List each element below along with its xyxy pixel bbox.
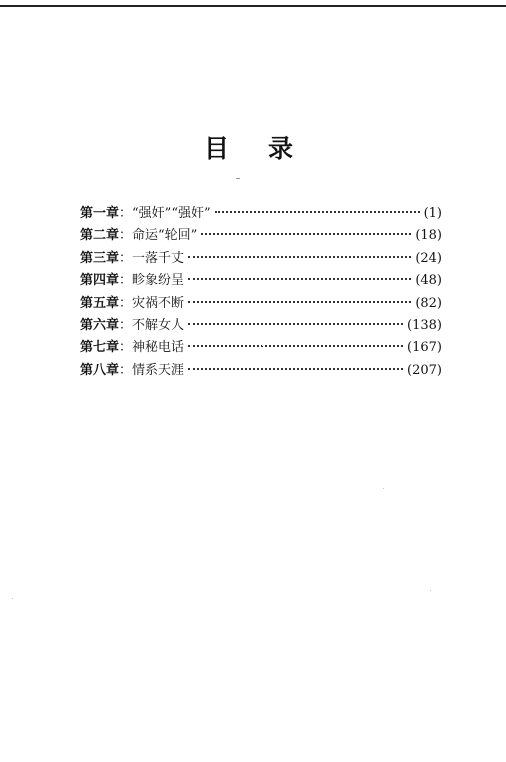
toc-leader-dots	[188, 256, 411, 258]
toc-chapter-number: 第三章	[80, 250, 120, 266]
toc-entry[interactable]	[80, 293, 442, 315]
toc-leader-dots	[188, 368, 403, 370]
scan-speck	[430, 590, 431, 591]
toc-chapter-number: 第八章	[80, 362, 120, 378]
toc-separator: ：	[119, 250, 133, 266]
toc-chapter-number: 第六章	[80, 317, 120, 333]
toc-entry[interactable]	[80, 360, 442, 382]
toc-chapter-title: 情系天涯	[132, 362, 185, 378]
toc-separator: ：	[119, 362, 133, 378]
toc-page-number: (207)	[407, 362, 442, 378]
toc-chapter-number: 第二章	[80, 228, 120, 244]
toc-entry[interactable]	[80, 203, 442, 225]
scan-speck	[262, 345, 263, 346]
toc-separator: ：	[119, 273, 133, 289]
page-title-char-1: 目	[204, 134, 230, 163]
toc-separator: ：	[119, 295, 133, 311]
toc-page-number: (48)	[415, 273, 442, 289]
toc-page-number: (82)	[415, 295, 442, 311]
toc-page-number: (18)	[415, 228, 442, 244]
toc-chapter-title: 神秘电话	[132, 340, 185, 356]
toc-entry[interactable]	[80, 315, 442, 337]
scan-speck	[12, 598, 13, 599]
toc-chapter-number: 第一章	[80, 206, 120, 221]
toc-separator: ：	[119, 317, 133, 333]
toc-chapter-title: 一落千丈	[132, 250, 185, 266]
toc-leader-dots	[188, 278, 411, 280]
top-border-line	[0, 5, 506, 7]
scan-speck	[383, 488, 384, 489]
page-title-char-2: 录	[268, 134, 294, 163]
toc-leader-dots	[188, 323, 403, 325]
toc-chapter-number: 第四章	[80, 273, 120, 289]
toc-page-number: (138)	[407, 317, 442, 333]
title-mark	[236, 178, 240, 179]
toc-page-number: (24)	[415, 250, 442, 266]
toc-entry[interactable]	[80, 337, 442, 359]
toc-entry[interactable]	[80, 248, 442, 270]
toc-leader-dots	[201, 233, 411, 235]
toc-chapter-number: 第五章	[80, 295, 120, 311]
toc-leader-dots	[215, 211, 420, 213]
toc-entry[interactable]	[80, 225, 442, 247]
toc-chapter-title: 命运“轮回”	[132, 228, 198, 244]
toc-chapter-number: 第七章	[80, 340, 120, 356]
toc-separator: ：	[119, 206, 133, 221]
page-title	[0, 134, 506, 164]
toc-page-number: (167)	[407, 340, 442, 356]
toc-chapter-title: 不解女人	[132, 317, 185, 333]
toc-chapter-title: “强奸”“强奸”	[132, 206, 211, 221]
toc-entry[interactable]	[80, 270, 442, 292]
toc-separator: ：	[119, 228, 133, 244]
toc-page-number: (1)	[423, 206, 442, 221]
toc-chapter-title: 畛象纷呈	[132, 273, 185, 289]
toc-chapter-title: 灾祸不断	[132, 295, 185, 311]
table-of-contents	[80, 203, 442, 382]
toc-leader-dots	[188, 345, 403, 347]
toc-leader-dots	[188, 301, 411, 303]
toc-separator: ：	[119, 340, 133, 356]
